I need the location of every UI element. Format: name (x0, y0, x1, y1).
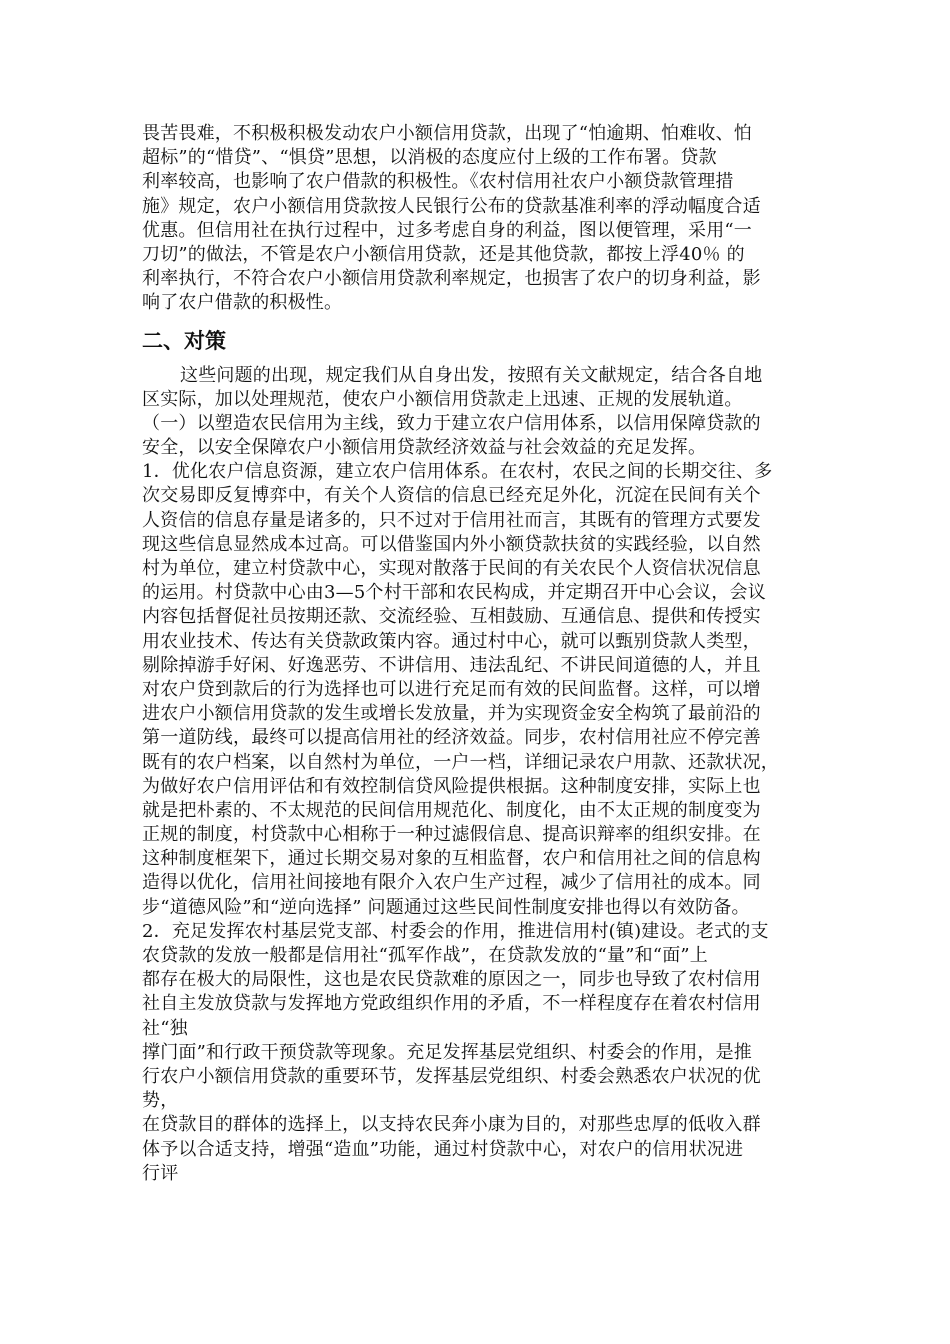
text-line: 这些问题的出现，规定我们从自身出发，按照有关文献规定，结合各自地 (180, 364, 763, 386)
text-line: 就是把朴素的、不太规范的民间信用规范化、制度化，由不太正规的制度变为 (142, 799, 761, 821)
text-line: 1．优化农户信息资源，建立农户信用体系。在农村，农民之间的长期交往、多 (142, 461, 773, 483)
text-line: 农贷款的发放一般都是信用社“孤军作战”，在贷款发放的“量”和“面”上 (142, 945, 709, 966)
text-line: 的运用。村贷款中心由3—5个村干部和农民构成，并定期召开中心会议，会议 (142, 582, 766, 604)
text-line: （一）以塑造农民信用为主线，致力于建立农户信用体系，以信用保障贷款的 (142, 412, 761, 434)
text-line: 畏苦畏难，不积极积极发动农户小额信用贷款，出现了“怕逾期、怕难收、怕 (142, 123, 752, 144)
text-line: 造得以优化，信用社间接地有限介入农户生产过程，减少了信用社的成本。同 (142, 872, 761, 894)
intro-paragraph (142, 122, 832, 316)
text-line: 现这些信息显然成本过高。可以借鉴国内外小额贷款扶贫的实践经验，以自然 (142, 533, 761, 555)
text-line: 正规的制度，村贷款中心相称于一种过滤假信息、提高识辩率的组织安排。在 (142, 824, 761, 846)
text-line: 这种制度框架下，通过长期交易对象的互相监督，农户和信用社之间的信息构 (142, 848, 761, 870)
text-line: 行评 (142, 1162, 179, 1184)
text-line: 都存在极大的局限性，这也是农民贷款难的原因之一，同步也导致了农村信用 (142, 969, 761, 991)
text-line: 超标”的“惜贷”、“惧贷”思想，以消极的态度应付上级的工作布署。贷款 (142, 147, 717, 169)
text-line: 用农业技术、传达有关贷款政策内容。通过村中心，就可以甄别贷款人类型， (142, 630, 761, 652)
text-line: 撑门面”和行政干预贷款等现象。充足发挥基层党组织、村委会的作用，是推 (142, 1041, 752, 1063)
text-line: 既有的农户档案，以自然村为单位，一户一档，详细记录农户用款、还款状况， (142, 751, 779, 773)
text-line: 体予以合适支持，增强“造血”功能，通过村贷款中心，对农户的信用状况进 (142, 1138, 744, 1160)
text-line: 响了农户借款的积极性。 (142, 292, 343, 314)
text-line: 优惠。但信用社在执行过程中，过多考虑自身的利益，图以便管理，采用“一 (142, 219, 752, 241)
text-line: 剔除掉游手好闲、好逸恶劳、不讲信用、违法乱纪、不讲民间道德的人，并且 (142, 654, 761, 676)
text-line: 行农户小额信用贷款的重要环节，发挥基层党组织、村委会熟悉农户状况的优 (142, 1065, 761, 1087)
section-heading: 二、对策 (142, 328, 226, 353)
text-line: 2．充足发挥农村基层党支部、村委会的作用，推进信用村(镇)建设。老式的支 (142, 920, 769, 942)
text-line: 进农户小额信用贷款的发生或增长发放量，并为实现资金安全构筑了最前沿的 (142, 703, 761, 725)
text-line: 在贷款目的群体的选择上，以支持农民奔小康为目的，对那些忠厚的低收入群 (142, 1114, 761, 1136)
document-page (142, 122, 832, 1186)
section-paragraph (142, 364, 832, 1186)
text-line: 社自主发放贷款与发挥地方党政组织作用的矛盾，不一样程度存在着农村信用 (142, 993, 761, 1015)
text-line: 势， (142, 1090, 179, 1112)
text-line: 社“独 (142, 1017, 188, 1039)
text-line: 安全，以安全保障农户小额信用贷款经济效益与社会效益的充足发挥。 (142, 437, 707, 459)
text-line: 利率执行，不符合农户小额信用贷款利率规定，也损害了农户的切身利益，影 (142, 268, 761, 290)
text-line: 村为单位，建立村贷款中心，实现对散落于民间的有关农民个人资信状况信息 (142, 558, 761, 579)
text-line: 第一道防线，最终可以提高信用社的经济效益。同步，农村信用社应不停完善 (142, 727, 761, 749)
text-line: 施》规定，农户小额信用贷款按人民银行公布的贷款基准利率的浮动幅度合适 (142, 195, 761, 217)
text-line: 为做好农户信用评估和有效控制信贷风险提供根据。这种制度安排，实际上也 (142, 775, 761, 797)
text-line: 人资信的信息存量是诸多的，只不过对于信用社而言，其既有的管理方式要发 (142, 509, 761, 531)
text-line: 刀切”的做法，不管是农户小额信用贷款，还是其他贷款，都按上浮40％ 的 (142, 243, 745, 265)
text-line: 内容包括督促社员按期还款、交流经验、互相鼓励、互通信息、提供和传授实 (142, 606, 761, 628)
text-line: 利率较高，也影响了农户借款的积极性。《农村信用社农户小额贷款管理措 (142, 171, 734, 193)
text-line: 次交易即反复博弈中，有关个人资信的信息已经充足外化，沉淀在民间有关个 (142, 485, 761, 507)
text-line: 步“道德风险”和“逆向选择” 问题通过这些民间性制度安排也得以有效防备。 (142, 896, 750, 918)
text-line: 对农户贷到款后的行为选择也可以进行充足而有效的民间监督。这样，可以增 (142, 678, 761, 700)
text-line: 区实际，加以处理规范，使农户小额信用贷款走上迅速、正规的发展轨道。 (142, 388, 743, 410)
